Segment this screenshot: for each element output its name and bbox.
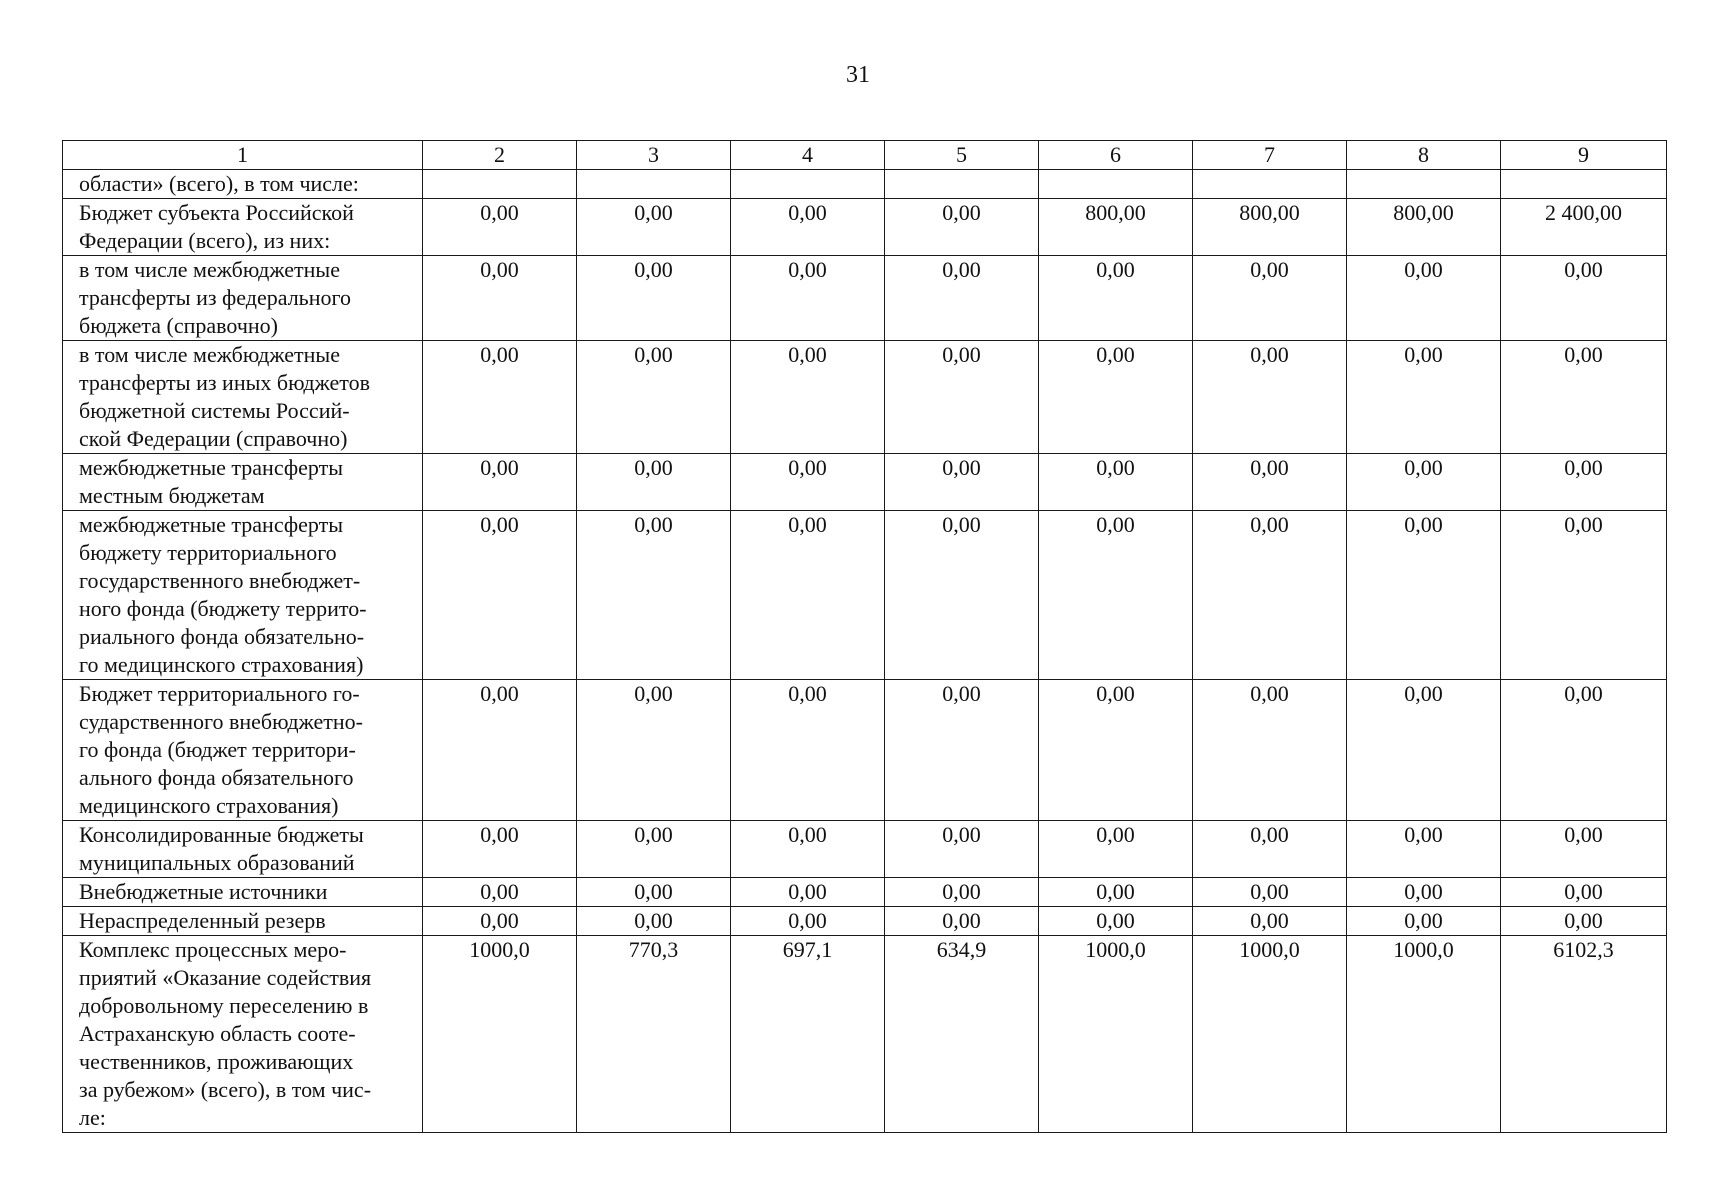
row-label-line: области» (всего), в том числе:	[79, 171, 359, 196]
row-label-line: Внебюджетные источники	[79, 879, 328, 904]
value-cell: 0,00	[423, 907, 577, 936]
value-cell	[1501, 170, 1667, 199]
row-label-line: медицинского страхования)	[79, 793, 339, 818]
value-cell: 0,00	[885, 256, 1039, 341]
row-label-line: муниципальных образований	[79, 850, 355, 875]
row-label	[63, 680, 423, 821]
value-cell: 0,00	[1193, 454, 1347, 511]
value-cell: 800,00	[1039, 199, 1193, 256]
value-cell: 0,00	[731, 454, 885, 511]
value-cell: 0,00	[1193, 680, 1347, 821]
value-cell: 0,00	[1501, 511, 1667, 680]
value-cell: 0,00	[577, 907, 731, 936]
value-cell: 0,00	[577, 878, 731, 907]
value-cell: 0,00	[1501, 907, 1667, 936]
row-label-line: местным бюджетам	[79, 483, 265, 508]
value-cell: 0,00	[577, 511, 731, 680]
row-label	[63, 907, 423, 936]
row-label-line: приятий «Оказание содействия	[79, 965, 372, 990]
row-label	[63, 878, 423, 907]
row-label-line: риального фонда обязательно-	[79, 624, 365, 649]
value-cell: 0,00	[1501, 341, 1667, 454]
row-label-line: чественников, проживающих	[79, 1049, 354, 1074]
table-row	[63, 256, 1667, 341]
column-number: 6	[1039, 141, 1193, 170]
value-cell	[731, 170, 885, 199]
column-number-row	[63, 141, 1667, 170]
row-label	[63, 170, 423, 199]
value-cell: 0,00	[1039, 680, 1193, 821]
value-cell: 0,00	[577, 256, 731, 341]
row-label-line: го фонда (бюджет территори-	[79, 737, 356, 762]
value-cell: 0,00	[1039, 256, 1193, 341]
value-cell: 0,00	[731, 199, 885, 256]
value-cell: 0,00	[1039, 454, 1193, 511]
value-cell	[885, 170, 1039, 199]
row-label-line: бюджету территориального	[79, 540, 337, 565]
row-label-line: в том числе межбюджетные	[79, 342, 340, 367]
value-cell: 0,00	[1347, 256, 1501, 341]
value-cell: 0,00	[423, 511, 577, 680]
value-cell: 0,00	[423, 821, 577, 878]
value-cell: 0,00	[1501, 680, 1667, 821]
table-row	[63, 511, 1667, 680]
value-cell: 0,00	[423, 199, 577, 256]
value-cell: 0,00	[577, 680, 731, 821]
row-label-line: бюджетной системы Россий-	[79, 398, 350, 423]
row-label-line: ного фонда (бюджету террито-	[79, 596, 367, 621]
value-cell: 0,00	[1193, 256, 1347, 341]
row-label	[63, 511, 423, 680]
table-row	[63, 878, 1667, 907]
value-cell: 0,00	[731, 878, 885, 907]
value-cell: 0,00	[731, 256, 885, 341]
value-cell: 0,00	[577, 199, 731, 256]
table-row	[63, 821, 1667, 878]
row-label-line: Консолидированные бюджеты	[79, 822, 364, 847]
value-cell	[1347, 170, 1501, 199]
value-cell: 6102,3	[1501, 936, 1667, 1133]
value-cell: 0,00	[1501, 821, 1667, 878]
budget-table	[62, 140, 1667, 1133]
table-row	[63, 454, 1667, 511]
row-label-line: Нераспределенный резерв	[79, 908, 326, 933]
value-cell: 0,00	[1347, 821, 1501, 878]
column-number: 9	[1501, 141, 1667, 170]
value-cell: 1000,0	[1193, 936, 1347, 1133]
row-label-line: Астраханскую область сооте-	[79, 1021, 356, 1046]
value-cell: 0,00	[1193, 907, 1347, 936]
table-row	[63, 170, 1667, 199]
column-number: 2	[423, 141, 577, 170]
value-cell: 0,00	[885, 821, 1039, 878]
value-cell: 0,00	[731, 341, 885, 454]
value-cell: 0,00	[423, 680, 577, 821]
value-cell: 0,00	[1039, 341, 1193, 454]
value-cell	[577, 170, 731, 199]
value-cell: 0,00	[885, 878, 1039, 907]
value-cell: 0,00	[423, 341, 577, 454]
value-cell: 0,00	[1501, 454, 1667, 511]
row-label-line: межбюджетные трансферты	[79, 455, 343, 480]
table-row	[63, 680, 1667, 821]
value-cell: 1000,0	[1347, 936, 1501, 1133]
row-label-line: государственного внебюджет-	[79, 568, 361, 593]
row-label-line: бюджета (справочно)	[79, 313, 278, 338]
row-label-line: го медицинского страхования)	[79, 652, 364, 677]
value-cell: 0,00	[1347, 454, 1501, 511]
value-cell: 697,1	[731, 936, 885, 1133]
value-cell: 770,3	[577, 936, 731, 1133]
row-label-line: добровольному переселению в	[79, 993, 369, 1018]
table-row	[63, 199, 1667, 256]
value-cell: 0,00	[1193, 341, 1347, 454]
value-cell: 0,00	[885, 199, 1039, 256]
value-cell: 634,9	[885, 936, 1039, 1133]
row-label	[63, 256, 423, 341]
column-number: 4	[731, 141, 885, 170]
value-cell: 0,00	[1347, 680, 1501, 821]
row-label-line: за рубежом» (всего), в том чис-	[79, 1077, 372, 1102]
value-cell	[1193, 170, 1347, 199]
value-cell: 0,00	[885, 907, 1039, 936]
value-cell: 0,00	[1039, 821, 1193, 878]
value-cell: 0,00	[577, 821, 731, 878]
row-label-line: ской Федерации (справочно)	[79, 426, 348, 451]
column-number: 8	[1347, 141, 1501, 170]
row-label-line: в том числе межбюджетные	[79, 257, 340, 282]
row-label-line: Комплекс процессных меро-	[79, 937, 347, 962]
row-label-line: межбюджетные трансферты	[79, 512, 343, 537]
column-number: 5	[885, 141, 1039, 170]
value-cell: 0,00	[1193, 821, 1347, 878]
row-label-line: сударственного внебюджетно-	[79, 709, 363, 734]
column-number: 3	[577, 141, 731, 170]
value-cell: 0,00	[1347, 878, 1501, 907]
column-number: 7	[1193, 141, 1347, 170]
value-cell: 0,00	[731, 680, 885, 821]
value-cell: 1000,0	[423, 936, 577, 1133]
value-cell: 0,00	[577, 454, 731, 511]
row-label-line: Бюджет субъекта Российской	[79, 200, 354, 225]
value-cell: 0,00	[1039, 907, 1193, 936]
value-cell: 1000,0	[1039, 936, 1193, 1133]
value-cell: 0,00	[885, 341, 1039, 454]
value-cell: 800,00	[1347, 199, 1501, 256]
value-cell: 0,00	[1039, 511, 1193, 680]
table-row	[63, 341, 1667, 454]
value-cell: 0,00	[731, 511, 885, 680]
row-label	[63, 936, 423, 1133]
value-cell: 0,00	[1193, 878, 1347, 907]
row-label-line: трансферты из иных бюджетов	[79, 370, 370, 395]
row-label-line: трансферты из федерального	[79, 285, 351, 310]
row-label	[63, 341, 423, 454]
row-label	[63, 821, 423, 878]
table-body	[63, 141, 1667, 1133]
value-cell: 0,00	[1347, 907, 1501, 936]
value-cell: 0,00	[423, 878, 577, 907]
value-cell: 0,00	[423, 256, 577, 341]
row-label	[63, 454, 423, 511]
value-cell	[1039, 170, 1193, 199]
value-cell: 0,00	[885, 454, 1039, 511]
value-cell: 0,00	[731, 907, 885, 936]
value-cell: 0,00	[577, 341, 731, 454]
value-cell: 0,00	[885, 680, 1039, 821]
value-cell: 0,00	[1193, 511, 1347, 680]
row-label-line: ального фонда обязательного	[79, 765, 354, 790]
value-cell: 2 400,00	[1501, 199, 1667, 256]
value-cell: 0,00	[1501, 878, 1667, 907]
value-cell: 800,00	[1193, 199, 1347, 256]
value-cell: 0,00	[731, 821, 885, 878]
row-label-line: Федерации (всего), из них:	[79, 228, 331, 253]
column-number: 1	[63, 141, 423, 170]
page-number: 31	[846, 62, 870, 88]
value-cell: 0,00	[423, 454, 577, 511]
value-cell	[423, 170, 577, 199]
value-cell: 0,00	[885, 511, 1039, 680]
value-cell: 0,00	[1501, 256, 1667, 341]
value-cell: 0,00	[1347, 511, 1501, 680]
table-row	[63, 936, 1667, 1133]
row-label-line: ле:	[79, 1105, 106, 1130]
row-label	[63, 199, 423, 256]
value-cell: 0,00	[1347, 341, 1501, 454]
row-label-line: Бюджет территориального го-	[79, 681, 360, 706]
table-row	[63, 907, 1667, 936]
value-cell: 0,00	[1039, 878, 1193, 907]
